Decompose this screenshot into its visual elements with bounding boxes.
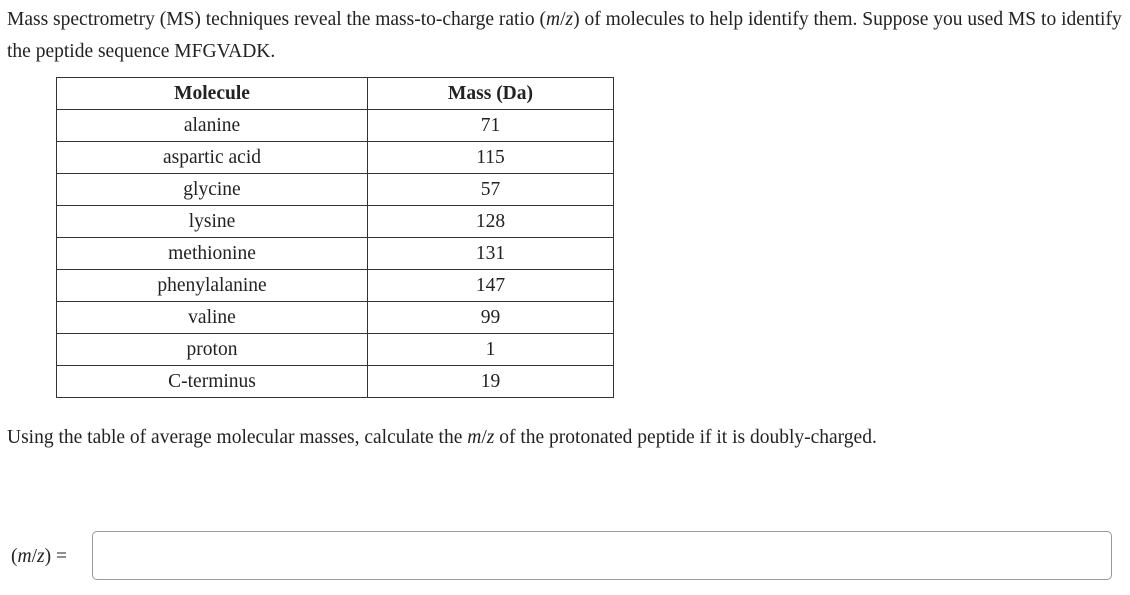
mass-cell: 57 — [368, 174, 614, 206]
molecule-cell: glycine — [57, 174, 368, 206]
question-text — [7, 422, 877, 454]
table-row — [57, 174, 614, 206]
table-row — [57, 366, 614, 398]
answer-label — [11, 542, 67, 572]
table-row — [57, 270, 614, 302]
molecule-cell: lysine — [57, 206, 368, 238]
mass-cell: 128 — [368, 206, 614, 238]
intro-text-end: ) of molecules to help identify them. Suppose you used MS to identify the peptide sequence MFGVADK. — [7, 9, 1122, 62]
answer-label-open: ( — [11, 546, 18, 567]
question-text-start: Using the table of average molecular masses, calculate the — [7, 427, 468, 448]
answer-z-var: z — [37, 546, 45, 567]
mass-cell: 115 — [368, 142, 614, 174]
table-row — [57, 206, 614, 238]
intro-z-var: z — [565, 9, 574, 30]
answer-label-close: ) = — [44, 546, 67, 567]
intro-paragraph — [7, 4, 1122, 68]
mass-cell: 131 — [368, 238, 614, 270]
header-mass: Mass (Da) — [368, 78, 614, 110]
table-header-row — [57, 78, 614, 110]
answer-label-slash: / — [31, 546, 38, 567]
question-m-var: m — [467, 427, 482, 448]
mass-cell: 71 — [368, 110, 614, 142]
mass-cell: 1 — [368, 334, 614, 366]
question-z-var: z — [486, 427, 495, 448]
table-row — [57, 142, 614, 174]
mz-answer-input[interactable] — [92, 531, 1112, 580]
mass-cell: 147 — [368, 270, 614, 302]
question-text-end: of the protonated peptide if it is doubly-charged. — [494, 427, 877, 448]
mass-cell: 19 — [368, 366, 614, 398]
molecule-cell: C-terminus — [57, 366, 368, 398]
molecule-cell: alanine — [57, 110, 368, 142]
mass-cell: 99 — [368, 302, 614, 334]
molecule-cell: proton — [57, 334, 368, 366]
question-slash: / — [481, 427, 487, 448]
answer-m-var: m — [17, 546, 32, 567]
table-row — [57, 302, 614, 334]
table-row — [57, 238, 614, 270]
intro-m-var: m — [545, 9, 561, 30]
molecule-cell: methionine — [57, 238, 368, 270]
molecular-mass-table — [56, 77, 614, 398]
intro-slash: / — [560, 9, 566, 30]
intro-text-start: Mass spectrometry (MS) techniques reveal the mass-to-charge ratio ( — [7, 9, 546, 30]
molecule-cell: phenylalanine — [57, 270, 368, 302]
table-row — [57, 334, 614, 366]
molecule-cell: valine — [57, 302, 368, 334]
molecule-cell: aspartic acid — [57, 142, 368, 174]
header-molecule: Molecule — [57, 78, 368, 110]
table-row — [57, 110, 614, 142]
